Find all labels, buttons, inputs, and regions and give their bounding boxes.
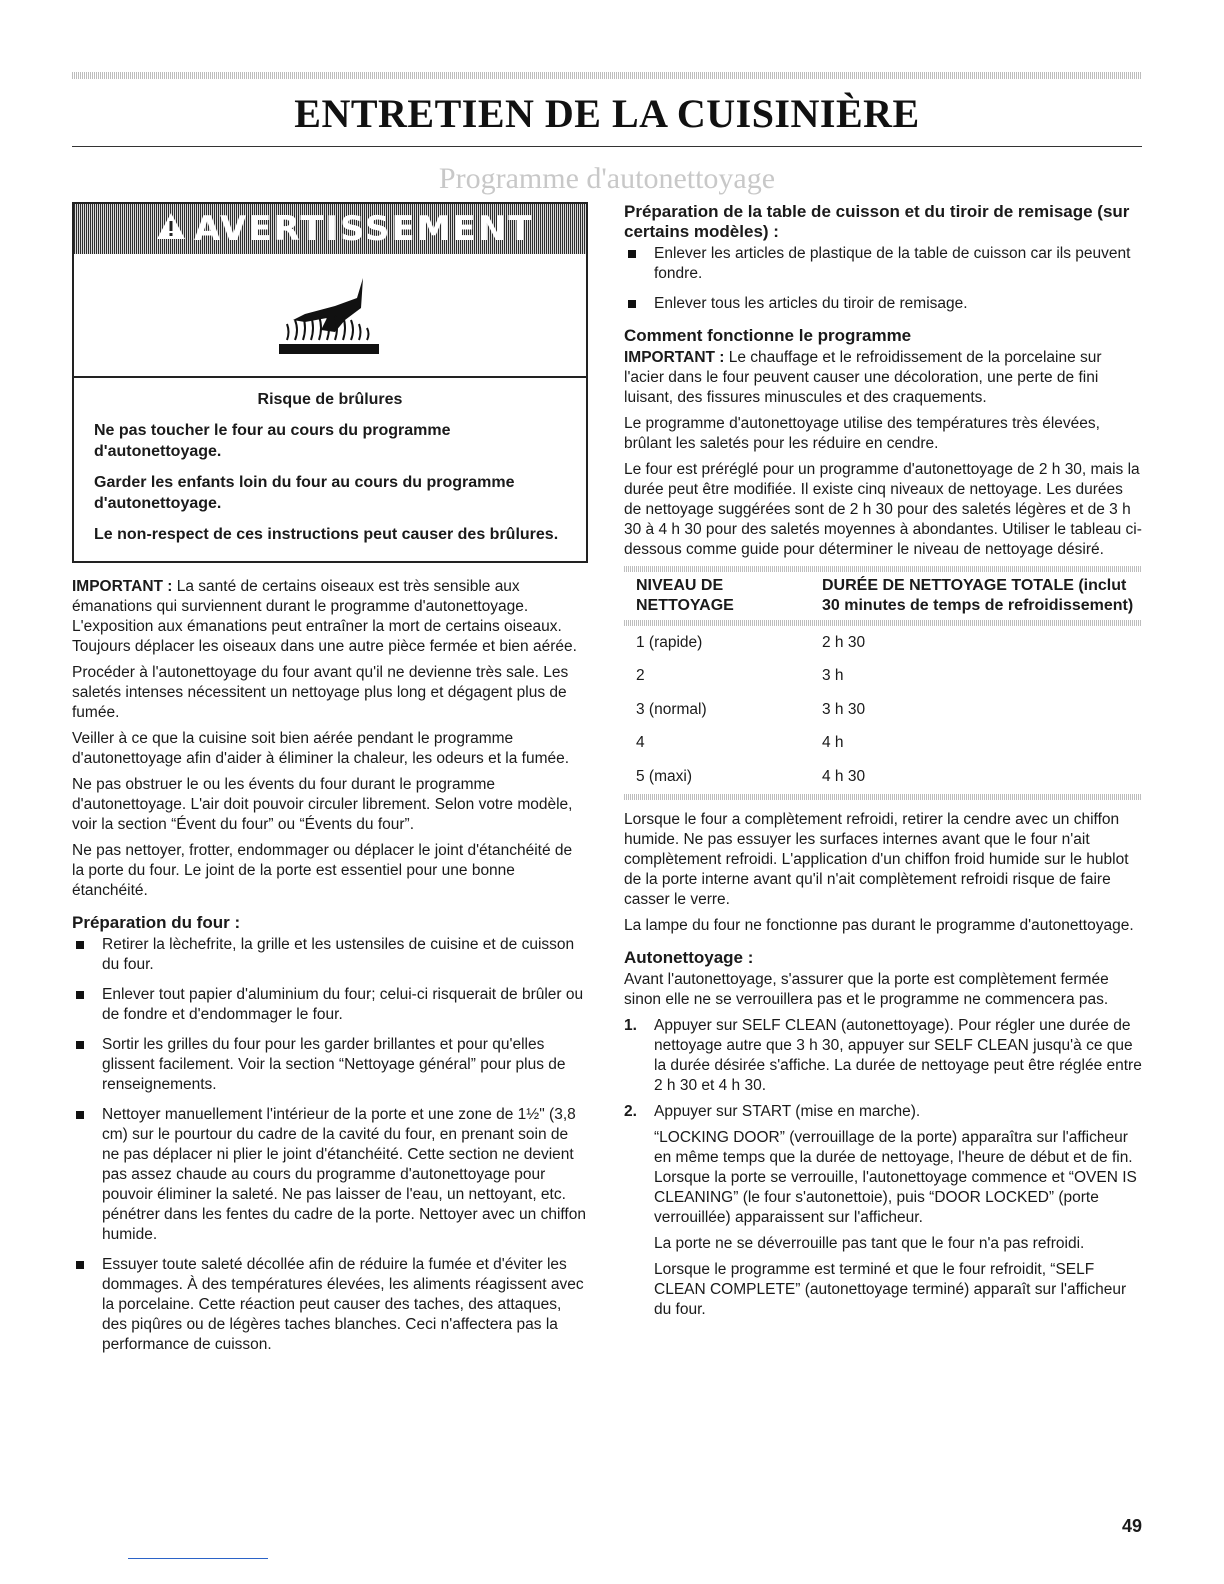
list-item-text: Sortir les grilles du four pour les garder brillantes et pour qu'elles glissent facilement. Voir la section “Nettoyage général” pour plus de renseignements. [102,1036,566,1093]
hot-surface-hand-icon [74,254,586,378]
list-item [624,244,1142,284]
step-text: Appuyer sur SELF CLEAN (autonettoyage). Pour régler une durée de nettoyage autre que 3 h 30, appuyer sur SELF CLEAN jusqu'à ce que la durée désirée s'affiche. La durée de nettoyage peut être réglée entre 2 h 30 et 4 h 30. [654,1016,1142,1094]
step-detail: La porte ne se déverrouille pas tant que le four n'a pas refroidi. [654,1234,1085,1252]
paragraph: Veiller à ce que la cuisine soit bien aérée pendant le programme d'autonettoyage afin d'aider à éliminer la chaleur, les odeurs et la fumée. [72,730,570,767]
list-item-text: Enlever tout papier d'aluminium du four; celui-ci risquerait de brûler ou de fondre et d'endommager le four. [102,986,584,1023]
table-bottom-rule [624,794,1142,800]
prep-cooktop-heading: Préparation de la table de cuisson et du tiroir de remisage (sur certains modèles) : [624,202,1130,241]
list-item [72,935,588,975]
table-row [624,693,1142,727]
list-item-text: Enlever les articles de plastique de la table de cuisson car ils peuvent fondre. [654,245,1131,282]
table-cell-level: 5 (maxi) [636,767,692,785]
table-row [624,760,1142,794]
column-header-duration: DURÉE DE NETTOYAGE TOTALE (inclut 30 minutes de temps de refroidissement) [822,577,1134,614]
step-detail: Lorsque le programme est terminé et que le four refroidit, “SELF CLEAN COMPLETE” (autonettoyage terminé) apparaît sur l'afficheur du four. [654,1260,1127,1318]
step-text: Appuyer sur START (mise en marche). [654,1102,921,1120]
list-item [72,1255,588,1355]
paragraph-text: La santé de certains oiseaux est très sensible aux émanations qui surviennent durant le programme d'autonettoyage. L'exposition aux émanations peut entraîner la mort de certains oiseaux. Toujours déplacer les oiseaux dans une autre pièce fermée et bien aérée. [72,578,577,655]
warning-header-label: AVERTISSEMENT [194,209,534,249]
table-row [624,626,1142,660]
list-item [624,294,1142,314]
list-item-text: Essuyer toute saleté décollée afin de réduire la fumée et d'éviter les dommages. À des températures élevées, les aliments réagissent avec la porcelaine. Cette réaction peut causer des taches, des attaques, des piqûres ou de légères taches blanches. Ceci n'affectera pas la performance de cuisson. [102,1256,584,1353]
footer-line [128,1558,268,1559]
list-item [72,1035,588,1095]
paragraph: Ne pas obstruer le ou les évents du four durant le programme d'autonettoyage. L'air doit pouvoir circuler librement. Selon votre modèle, voir la section “Évent du four” ou “Évents du four”. [72,776,573,833]
warning-line: Ne pas toucher le four au cours du programme d'autonettoyage. [94,422,451,460]
warning-triangle-icon [156,212,186,246]
warning-body [74,378,586,561]
table-row [624,660,1142,694]
table-header [624,572,1142,620]
important-birds-paragraph [72,577,588,657]
table-cell-level: 3 (normal) [636,700,707,718]
list-item-text: Nettoyer manuellement l'intérieur de la porte et une zone de 1½" (3,8 cm) sur le pourtour du cadre de la cavité du four, en prenant soin de ne pas déplacer ni plier le joint d'étanchéité. Cette section ne devient pas assez chaude au cours du programme d'autonettoyage pour pouvoir éliminer la saleté. Ne pas laisser de l'eau, un nettoyant, etc. pénétrer dans les fentes du cadre de la porte. Nettoyer avec un chiffon humide. [102,1106,586,1243]
step-number: 1. [624,1016,637,1034]
page-number: 49 [1121,1516,1142,1536]
prep-oven-heading: Préparation du four : [72,913,241,932]
warning-header [74,204,586,254]
list-item [72,1105,588,1245]
important-porcelain-paragraph [624,348,1142,408]
table-cell-duration: 3 h 30 [822,700,866,718]
list-item-text: Retirer la lèchefrite, la grille et les ustensiles de cuisine et de cuisson du four. [102,936,575,973]
table-cell-level: 1 (rapide) [636,633,703,651]
warning-subtitle: Risque de brûlures [257,391,403,408]
paragraph: Le four est préréglé pour un programme d'autonettoyage de 2 h 30, mais la durée peut être modifiée. Il existe cinq niveaux de nettoyage. Les durées de nettoyage suggérées sont de 2 h 30 pour des saletés légères et de 3 h 30 à 4 h 30 pour des saletés moyennes à abondantes. Utiliser le tableau ci-dessous comme guide pour déterminer le niveau de nettoyage désiré. [624,461,1142,558]
list-item [72,985,588,1025]
page-title: ENTRETIEN DE LA CUISINIÈRE [294,91,920,136]
section-title: Programme d'autonettoyage [438,162,776,195]
top-rule [72,72,1142,79]
prep-oven-list [72,935,588,1355]
autoclean-steps [624,1016,1142,1122]
list-item-text: Enlever tous les articles du tiroir de remisage. [654,295,968,312]
table-cell-duration: 2 h 30 [822,633,866,651]
step-item [624,1016,1142,1096]
column-header-level: NIVEAU DE NETTOYAGE [636,577,734,614]
paragraph: La lampe du four ne fonctionne pas durant le programme d'autonettoyage. [624,916,1134,934]
cleaning-level-table [624,566,1142,800]
table-cell-level: 2 [636,667,645,685]
warning-line: Le non-respect de ces instructions peut causer des brûlures. [94,526,559,543]
important-label: IMPORTANT : [624,349,725,366]
paragraph-text: Le chauffage et le refroidissement de la porcelaine sur l'acier dans le four peuvent causer une décoloration, une perte de fini luisant, des fissures minuscules et des craquements. [624,349,1102,406]
title-rule [72,146,1142,147]
table-cell-duration: 3 h [822,667,844,685]
paragraph: Lorsque le four a complètement refroidi, retirer la cendre avec un chiffon humide. Ne pas essuyer les surfaces internes avant que le four n'ait complètement refroidi. L'application d'un chiffon froid humide sur le hublot de la porte interne avant qu'il n'ait complètement refroidi risque de faire casser le verre. [624,810,1129,908]
paragraph: Ne pas nettoyer, frotter, endommager ou déplacer le joint d'étanchéité de la porte du four. Le joint de la porte est essentiel pour une bonne étanchéité. [72,842,573,899]
warning-box [72,202,588,563]
left-column [72,202,588,1365]
warning-line: Garder les enfants loin du four au cours du programme d'autonettoyage. [94,474,515,512]
autoclean-heading: Autonettoyage : [624,947,754,967]
prep-cooktop-list [624,244,1142,314]
table-cell-duration: 4 h [822,734,844,752]
table-cell-duration: 4 h 30 [822,767,866,785]
table-cell-level: 4 [636,734,645,752]
paragraph: Avant l'autonettoyage, s'assurer que la porte est complètement fermée sinon elle ne se verrouillera pas et le programme ne commencera pas. [624,970,1109,1008]
paragraph: Procéder à l'autonettoyage du four avant qu'il ne devienne très sale. Les saletés intenses nécessitent un nettoyage plus long et dégagent plus de fumée. [72,664,569,721]
paragraph: Le programme d'autonettoyage utilise des températures très élevées, brûlant les saletés pour les réduire en cendre. [624,415,1100,452]
step-item [624,1102,1142,1122]
important-label: IMPORTANT : [72,578,173,595]
right-column [624,202,1142,1326]
table-row [624,727,1142,761]
step-number: 2. [624,1102,637,1120]
step-detail: “LOCKING DOOR” (verrouillage de la porte) apparaîtra sur l'afficheur en même temps que la durée de nettoyage, l'heure de début et de fin. Lorsque la porte se verrouille, l'autonettoyage commence et “OVEN IS CLEANING” (le four s'autonettoie), puis “DOOR LOCKED” (porte verrouillée) apparaissent sur l'afficheur. [654,1128,1137,1226]
how-it-works-heading: Comment fonctionne le programme [624,326,912,345]
